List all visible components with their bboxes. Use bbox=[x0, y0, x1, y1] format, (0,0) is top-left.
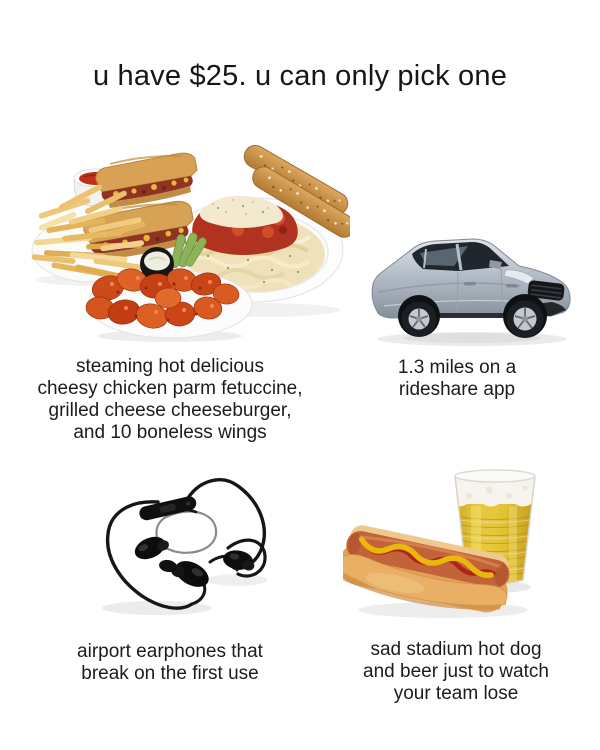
rear-wheel bbox=[402, 302, 437, 337]
front-wheel bbox=[507, 301, 544, 338]
caption-line: grilled cheese cheeseburger, bbox=[48, 400, 292, 421]
caption-line: sad stadium hot dog bbox=[370, 639, 542, 660]
caption-line: your team lose bbox=[393, 683, 519, 704]
earbud-left bbox=[131, 531, 171, 564]
inline-remote bbox=[138, 495, 198, 522]
caption-line: airport earphones that bbox=[77, 641, 263, 662]
option-rideshare bbox=[352, 138, 600, 450]
caption-stadium-snack bbox=[340, 639, 572, 705]
hot-dog-and-beer-image bbox=[343, 460, 561, 626]
caption-rideshare bbox=[352, 357, 562, 401]
caption-line: rideshare app bbox=[398, 379, 516, 400]
caption-earphones bbox=[4, 641, 336, 685]
black-earphones-image bbox=[62, 460, 298, 630]
caption-line: cheesy chicken parm fetuccine, bbox=[37, 378, 303, 399]
earbud-center bbox=[168, 554, 213, 592]
silver-hatchback-car-image bbox=[360, 226, 578, 350]
food-platter-image bbox=[28, 138, 350, 350]
meme-title: u have $25. u can only pick one bbox=[92, 60, 508, 92]
caption-line: 1.3 miles on a bbox=[397, 357, 517, 378]
caption-food-feast bbox=[4, 356, 336, 444]
caption-line: and 10 boneless wings bbox=[73, 422, 267, 443]
caption-line: break on the first use bbox=[81, 663, 259, 684]
earbud-right bbox=[222, 549, 256, 572]
option-earphones bbox=[0, 460, 352, 750]
caption-line: and beer just to watch bbox=[363, 661, 549, 682]
option-food-feast bbox=[0, 138, 352, 450]
option-stadium-snack bbox=[340, 460, 600, 750]
caption-line: steaming hot delicious bbox=[76, 356, 264, 377]
